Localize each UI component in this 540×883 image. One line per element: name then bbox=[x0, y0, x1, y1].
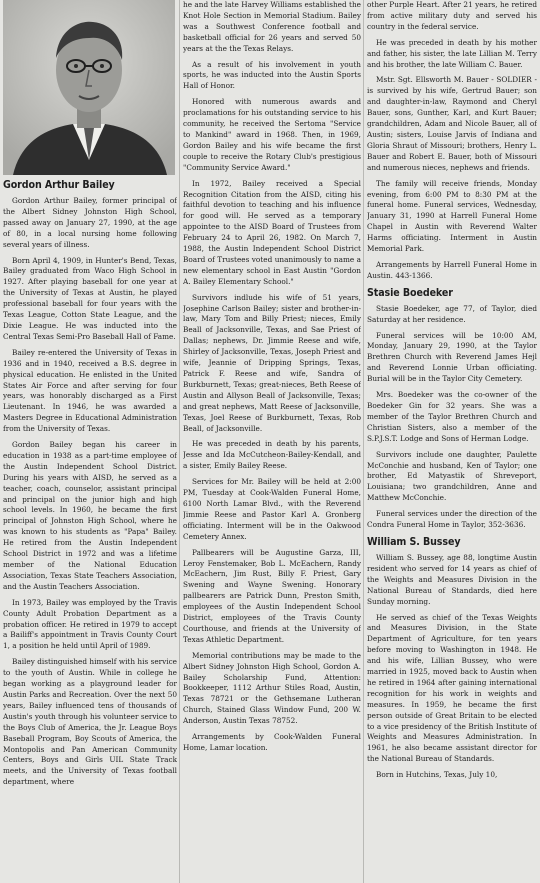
paragraph: The family will receive friends, Monday evening, from 6:00 PM to 8:30 PM at the funeral home. Funeral services, Wednesday, January 31, 1990 at Harrell Funeral Home Chapel in Austin with Reverend Walter Harms officiating. Interment in Austin Memorial Park. bbox=[367, 178, 537, 254]
obituary-body-continued bbox=[183, 0, 361, 754]
obituary-name: Gordon Arthur Bailey bbox=[3, 179, 115, 191]
paragraph: Arrangements by Cook-Walden Funeral Home, Lamar location. bbox=[183, 732, 361, 752]
column-rule bbox=[363, 0, 364, 883]
paragraph: Survivors indlude his wife of 51 years, Josephine Carlson Bailey; sister and brother-in-law, Mary Tom and Billy Priest; nieces, Emily Beall of Jacksonville, Texas, and Sae Priest of Dallas; nephews, Dr. Jimmie Reese and wife, Shirley of Jacksonville, Texas, Joseph Priest and wife, Jeannie of Dripping Springs, Texas, Patrick F. Reese and wife, Sandra of Burkburnett, Texas; great-nieces, Beth Reese of Austin and Allyson Beall of Jacksonville, Texas; and great nephews, Matt Reese of Jacksonville, Texas, Joel Reese of Burkburnett, Texas, Rob Beall, of Jacksonville. bbox=[183, 292, 361, 433]
paragraph: Memorial contributions may be made to the Albert Sidney Johnston High School, Gordon A. Bailey Scholarship Fund, Attention: Bookkeeper, 1112 Arthur Stiles Road, Austin, Texas 78721 or the Gethsemane Lutheran Church, Stained Glass Window Fund, 200 W. Anderson, Austin Texas 78752. bbox=[183, 650, 361, 726]
paragraph: Honored with numerous awards and proclamations for his outstanding service to his community, he received the Sertoma "Service to Mankind" award in 1968. Then, in 1969, Gordon Bailey and his wife became the first couple to receive the Rotary Club's prestigious "Community Service Award." bbox=[183, 97, 361, 172]
paragraph: he and the late Harvey Williams established the Knot Hole Section in Memorial Stadium. Bailey was a Southwest Conference football and basketball official for 26 years and served 50 years at the the Texas Relays. bbox=[183, 0, 361, 53]
paragraph: He served as chief of the Texas Weights and Measures Division, in the State Department of Agriculture, for ten years before moving to Washington in 1948. He and his wife, Lillian Bussey, who were married in 1925, moved back to Austin when he retired in 1964 after gaining international recognition for his work in weights and measures. In 1959, he became the first person outside of Great Britain to be elected to a vice presidency of the British Institute of Weights and Measures Administration. In 1961, he also became assistant director for the National Bureau of Standards. bbox=[367, 612, 537, 764]
paragraph: Funeral services will be 10:00 AM, Monday, January 29, 1990, at the Taylor Brethren Church with Reverend James Hejl and Reverend Lonnie Urban officiating. Burial will be in the Taylor City Cemetery. bbox=[367, 330, 537, 384]
paragraph: Born in Hutchins, Texas, July 10, bbox=[376, 770, 498, 780]
obituary-bauer bbox=[367, 0, 537, 282]
paragraph: Bailey re-entered the University of Texas in 1936 and in 1940, received a B.S. degree in physical education. He enlisted in the United States Air Force and after serving for four years, was honorably discharged as a First Lieutenant. In 1946, he was awarded a Masters Degree in Educational Administration from the University of Texas. bbox=[3, 347, 177, 434]
paragraph: William S. Bussey, age 88, longtime Austin resident who served for 14 years as chief of the Weights and Measures Division in the National Bureau of Standards, died here Sunday morning. bbox=[367, 552, 537, 606]
paragraph: Funeral services under the direction of the Condra Funeral Home in Taylor, 352-3636. bbox=[367, 509, 537, 530]
paragraph: In 1973, Bailey was employed by the Travis County Adult Probation Department as a probation officer. He retired in 1979 to accept a Bailiff's appointment in Travis County Court 1, a position he held until April of 1989. bbox=[3, 597, 177, 651]
paragraph: Survivors include one daughter, Paulette McConchie and husband, Ken of Taylor; one brother, Ed Matyastik of Shreveport, Louisiana; two grandchildren, Anne and Matthew McConchie. bbox=[367, 449, 537, 503]
column-3 bbox=[367, 0, 537, 883]
paragraph: Mrs. Boedeker was the co-owner of the Boedeker Gin for 32 years. She was a member of the Taylor Brethren Church and Christian Sisters, also a member of the S.P.J.S.T. Lodge and Sons of Herman Lodge. bbox=[367, 390, 537, 443]
paragraph: He was preceded in death by his mother and father, his sister, the late Lillian M. Terry and his brother, the late William C. Bauer. bbox=[367, 37, 537, 69]
paragraph: other Purple Heart. After 21 years, he retired from active military duty and served his country in the federal service. bbox=[367, 0, 537, 31]
paragraph: Pallbearers will be Augustine Garza, III, Leroy Fenstemaker, Bob L. McEachern, Randy McEachern, Jim Rust, Billy F. Priest, Gary Swening and Wayne Swening. Honorary pallbearers are Patrick Dunn, Preston Smith, employees of the Austin Independent School District, employees of the Travis County Courthouse, and friends at the University of Texas Athletic Department. bbox=[183, 547, 361, 644]
paragraph: Arrangements by Harrell Funeral Home in Austin. 443-1366. bbox=[367, 259, 537, 280]
obituary-bussey bbox=[367, 553, 537, 781]
column-2 bbox=[183, 0, 361, 883]
obituary-body bbox=[3, 196, 177, 788]
portrait-photo bbox=[3, 0, 175, 175]
paragraph: Gordon Bailey began his career in education in 1938 as a part-time employee of the Austin Independent School District. During his years with AISD, he served as a teacher, coach, counselor, assistant principal and principal on the junior high and high school levels. In 1960, he became the first principal of Johnston High School, where he was known to his students as "Papa" Bailey. He retired from the Austin Independent School District in 1972 and was a lifetime member of the National Education Association, Texas State Teachers Association, and the Austin Teachers Association. bbox=[3, 440, 177, 591]
column-1 bbox=[3, 0, 177, 883]
obituary-boedeker bbox=[367, 304, 537, 531]
paragraph: Services for Mr. Bailey will be held at 2:00 PM, Tuesday at Cook-Walden Funeral Home, 6100 North Lamar Blvd., with the Reverend Jimmie Reese and Pastor Karl A. Gronberg officiating. Interment will be in the Oakwood Cemetery Annex. bbox=[183, 477, 361, 541]
obituary-name: William S. Bussey bbox=[367, 535, 461, 548]
column-rule bbox=[179, 0, 180, 883]
paragraph: Mstr. Sgt. Ellsworth M. Bauer - SOLDIER - is survived by his wife, Gertrud Bauer; son and daughter-in-law, Raymond and Cheryl Bauer, sons, Gunther, Karl, and Kurt Bauer; grandchildren, Adam and Nicole Bauer, all of Austin; sisters, Louise Jarvis of Indiana and Gloria Shraut of Missouri; brothers, Henry L. Bauer and Robert E. Bauer, both of Missouri and numerous nieces, nephews and friends. bbox=[367, 75, 537, 172]
paragraph: As a result of his involvement in youth sports, he was inducted into the Austin Sports Hall of Honor. bbox=[183, 59, 361, 91]
paragraph: Stasie Boedeker, age 77, of Taylor, died Saturday at her residence. bbox=[367, 303, 537, 324]
obituary-name: Stasie Boedeker bbox=[367, 286, 453, 299]
paragraph: In 1972, Bailey received a Special Recognition Citation from the AISD, citing his faithful devotion to teaching and his influence for good will. He served as a temporary appointee to the AISD Board of Trustees from February 24 to April 26, 1982. On March 7, 1988, the Austin Independent School District Board of Trustees voted unanimously to name a new elementary school in East Austin "Gordon A. Bailey Elementary School." bbox=[183, 178, 361, 286]
paragraph: He was preceded in death by his parents, Jesse and Ida McCutcheon-Bailey-Kendall, and a sister, Emily Bailey Reese. bbox=[183, 439, 361, 471]
paragraph: Born April 4, 1909, in Hunter's Bend, Texas, Bailey graduated from Waco High School in 1927. After playing baseball for one year at the University of Texas at Austin, he played professional baseball for four years with the Texas League, Cotton State League, and the Dixie League. He was inducted into the Central Texas Semi-Pro Baseball Hall of Fame. bbox=[3, 255, 177, 341]
paragraph: Bailey distinguished himself with his service to the youth of Austin. While in college he began working as a playground leader for Austin Parks and Recreation. Over the next 50 years, Bailey influenced tens of thousands of Austin's youth through his volunteer service to the Boys Club of America, the Jr. League Boys Baseball Program, Boy Scouts of America, the Montopolis and Pan American Community Centers, Boys and Girls UIL State Track meets, and the University of Texas football department, where bbox=[3, 657, 177, 787]
paragraph: Gordon Arthur Bailey, former principal of the Albert Sidney Johnston High School, passed away on January 27, 1990, at the age of 80, in a local nursing home following several years of illness. bbox=[3, 196, 177, 249]
